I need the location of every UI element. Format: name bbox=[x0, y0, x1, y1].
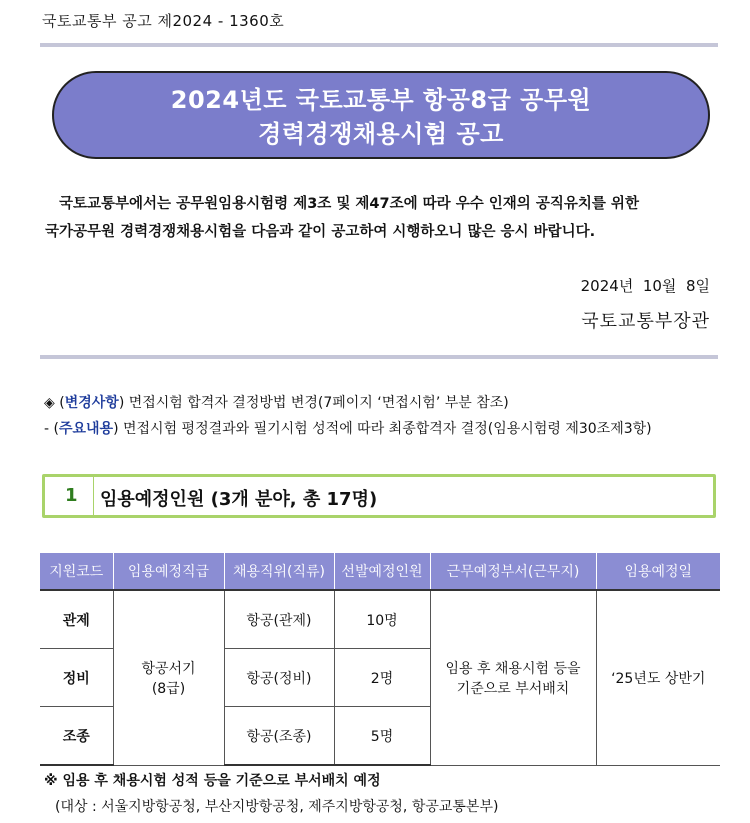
department-line-2: 기준으로 부서배치 bbox=[456, 680, 570, 697]
middle-divider bbox=[40, 355, 718, 359]
title-line-1: 2024년도 국토교통부 항공8급 공무원 bbox=[170, 86, 592, 114]
row-code: 조종 bbox=[40, 707, 113, 766]
issuer: 국토교통부장관 bbox=[581, 311, 710, 332]
header-code: 지원코드 bbox=[40, 553, 113, 590]
row-code: 관제 bbox=[40, 590, 113, 649]
section-heading: 임용예정인원 (3개 분야, 총 17명) bbox=[100, 489, 378, 510]
notice-change-open: ( bbox=[59, 395, 65, 411]
section-number-cell bbox=[45, 477, 94, 515]
notice-change-close: ) bbox=[118, 395, 125, 411]
announcement-date: 2024년 10월 8일 bbox=[580, 277, 710, 295]
row-position: 항공(정비) bbox=[224, 649, 334, 707]
intro-paragraph bbox=[45, 190, 710, 246]
department-line-1: 임용 후 채용시험 등을 bbox=[445, 660, 581, 677]
start-date-cell: ‘25년도 상반기 bbox=[596, 590, 720, 765]
title-line-2: 경력경쟁채용시험 공고 bbox=[258, 120, 504, 148]
header-count: 선발예정인원 bbox=[334, 553, 430, 590]
section-number: 1 bbox=[65, 485, 78, 506]
grade-line-2: (8급) bbox=[151, 680, 186, 697]
footnote-line-1: ※ 임용 후 채용시험 성적 등을 기준으로 부서배치 예정 bbox=[44, 773, 381, 789]
grade-line-1: 항공서기 bbox=[141, 660, 196, 677]
diamond-bullet-icon: ◈ bbox=[44, 395, 55, 411]
header-start-date: 임용예정일 bbox=[596, 553, 720, 590]
footnote-line-2: (대상 : 서울지방항공청, 부산지방항공청, 제주지방항공청, 항공교통본부) bbox=[55, 799, 499, 815]
department-cell bbox=[430, 590, 596, 765]
grade-cell bbox=[113, 590, 224, 765]
row-count: 10명 bbox=[334, 590, 430, 649]
notice-main-close: ) bbox=[113, 421, 119, 437]
notice-main-text: 면접시험 평정결과와 필기시험 성적에 따라 최종합격자 결정(임용시험령 제30조제3항) bbox=[118, 421, 652, 437]
row-count: 2명 bbox=[334, 649, 430, 707]
notice-main-bullet: - ( bbox=[44, 421, 59, 437]
section-header bbox=[42, 474, 716, 518]
intro-line-2: 국가공무원 경력경쟁채용시험을 다음과 같이 공고하여 시행하오니 많은 응시 바랍니다. bbox=[45, 224, 596, 240]
notice-change-label: 변경사항 bbox=[64, 395, 119, 411]
recruitment-table bbox=[40, 553, 720, 766]
notice-change bbox=[44, 393, 509, 413]
title-banner bbox=[52, 71, 710, 159]
row-count: 5명 bbox=[334, 707, 430, 766]
intro-line-1: 국토교통부에서는 공무원임용시험령 제3조 및 제47조에 따라 우수 인재의 공직유치를 위한 bbox=[59, 196, 639, 212]
row-code: 정비 bbox=[40, 649, 113, 707]
header-grade: 임용예정직급 bbox=[113, 553, 224, 590]
document-number: 국토교통부 공고 제2024 - 1360호 bbox=[42, 12, 285, 30]
notice-change-text: 면접시험 합격자 결정방법 변경(7페이지 ‘면접시험’ 부분 참조) bbox=[124, 395, 509, 411]
table-header-row bbox=[40, 553, 720, 590]
row-position: 항공(조종) bbox=[224, 707, 334, 766]
notice-main-label: 주요내용 bbox=[58, 421, 114, 437]
top-divider bbox=[40, 43, 718, 47]
header-position: 채용직위(직류) bbox=[224, 553, 334, 590]
row-position: 항공(관제) bbox=[224, 590, 334, 649]
table-row bbox=[40, 590, 720, 649]
notice-main bbox=[44, 419, 652, 439]
header-department: 근무예정부서(근무지) bbox=[430, 553, 596, 590]
